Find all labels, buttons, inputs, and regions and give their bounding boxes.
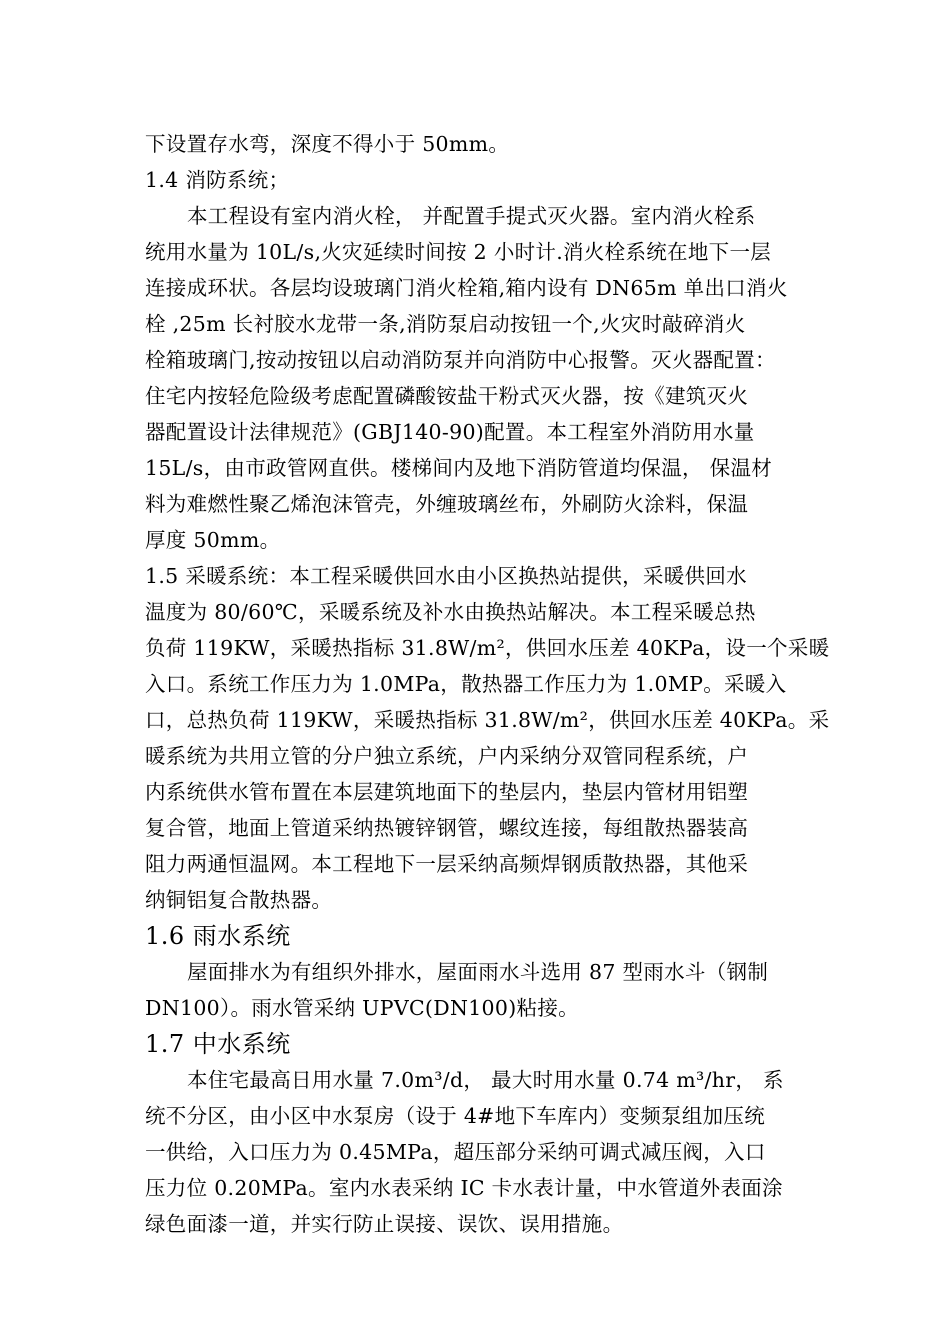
paragraph-line: 阻力两通恒温网。本工程地下一层采纳高频焊钢质散热器，其他采 <box>145 852 749 876</box>
text-line: 下设置存水弯，深度不得小于 50mm。 <box>145 132 510 156</box>
paragraph-line: 内系统供水管布置在本层建筑地面下的垫层内，垫层内管材用铝塑 <box>145 780 749 804</box>
paragraph-line: 温度为 80/60℃，采暖系统及补水由换热站解决。本工程采暖总热 <box>145 600 756 624</box>
paragraph-line: 屋面排水为有组织外排水，屋面雨水斗选用 87 型雨水斗（钢制 <box>187 960 769 984</box>
paragraph-line: 连接成环状。各层均设玻璃门消火栓箱,箱内设有 DN65m 单出口消火 <box>145 276 788 300</box>
paragraph-line: 本住宅最高日用水量 7.0m³/d， 最大时用水量 0.74 m³/hr， 系 <box>187 1068 784 1092</box>
paragraph-line: 15L/s，由市政管网直供。楼梯间内及地下消防管道均保温， 保温材 <box>145 456 773 480</box>
paragraph-line: 一供给，入口压力为 0.45MPa，超压部分采纳可调式减压阀，入口 <box>145 1140 766 1164</box>
section-heading: 1.7 中水系统 <box>145 1030 291 1058</box>
paragraph-line: 栓箱玻璃门,按动按钮以启动消防泵并向消防中心报警。灭火器配置： <box>145 348 776 372</box>
paragraph-line: 料为难燃性聚乙烯泡沫管壳，外缠玻璃丝布，外刷防火涂料，保温 <box>145 492 749 516</box>
paragraph-line: 厚度 50mm。 <box>145 528 281 552</box>
paragraph-line: 压力位 0.20MPa。室内水表采纳 IC 卡水表计量，中水管道外表面涂 <box>145 1176 783 1200</box>
paragraph-line: 统不分区，由小区中水泵房（设于 4#地下车库内）变频泵组加压统 <box>145 1104 766 1128</box>
section-heading-paragraph: 1.5 采暖系统：本工程采暖供回水由小区换热站提供，采暖供回水 <box>145 564 747 588</box>
paragraph-line: 统用水量为 10L/s,火灾延续时间按 2 小时计.消火栓系统在地下一层 <box>145 240 772 264</box>
paragraph-line: 口，总热负荷 119KW，采暖热指标 31.8W/m²，供回水压差 40KPa。采 <box>145 708 830 732</box>
paragraph-line: 复合管，地面上管道采纳热镀锌钢管，螺纹连接，每组散热器装高 <box>145 816 749 840</box>
paragraph-line: 纳铜铝复合散热器。 <box>145 888 333 912</box>
paragraph-line: 暖系统为共用立管的分户独立系统，户内采纳分双管同程系统，户 <box>145 744 749 768</box>
section-heading: 1.6 雨水系统 <box>145 922 291 950</box>
paragraph-line: 栓 ,25m 长衬胶水龙带一条,消防泵启动按钮一个,火灾时敲碎消火 <box>145 312 746 336</box>
paragraph-line: 本工程设有室内消火栓， 并配置手提式灭火器。室内消火栓系 <box>187 204 756 228</box>
paragraph-line: 器配置设计法律规范》(GBJ140-90)配置。本工程室外消防用水量 <box>145 420 755 444</box>
paragraph-line: 入口。系统工作压力为 1.0MPa，散热器工作压力为 1.0MP。采暖入 <box>145 672 787 696</box>
section-heading: 1.4 消防系统； <box>145 168 290 192</box>
paragraph-line: 绿色面漆一道，并实行防止误接、误饮、误用措施。 <box>145 1212 624 1236</box>
paragraph-line: DN100）。雨水管采纳 UPVC(DN100)粘接。 <box>145 996 579 1020</box>
paragraph-line: 住宅内按轻危险级考虑配置磷酸铵盐干粉式灭火器，按《建筑灭火 <box>145 384 749 408</box>
paragraph-line: 负荷 119KW，采暖热指标 31.8W/m²，供回水压差 40KPa，设一个采暖 <box>145 636 830 660</box>
